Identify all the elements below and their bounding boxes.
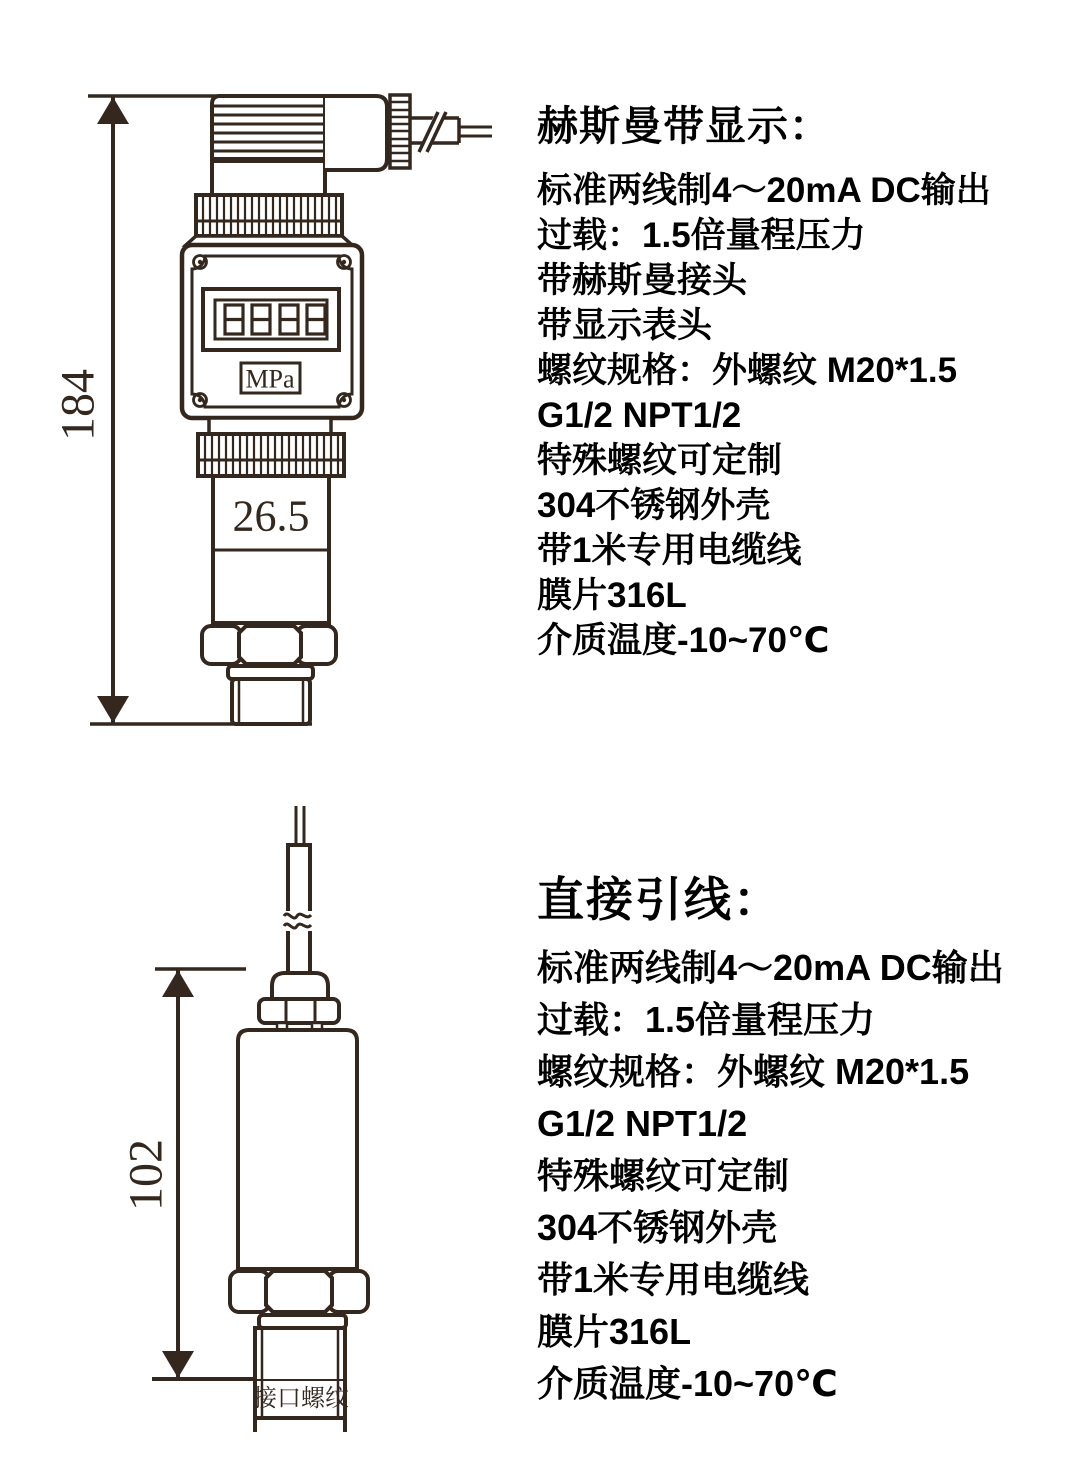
sensor-body xyxy=(238,1030,357,1269)
hirschmann-connector xyxy=(212,95,492,195)
spec-line: 螺纹规格：外螺纹 M20*1.5 xyxy=(537,1051,970,1092)
thread-label: 接口螺纹 xyxy=(253,1386,349,1412)
thread-connection xyxy=(253,1315,349,1432)
spec-line: G1/2 NPT1/2 xyxy=(537,396,742,435)
height-dimension-label: 102 xyxy=(120,1139,173,1211)
display-unit-label: MPa xyxy=(245,364,295,394)
cable-with-break xyxy=(410,111,492,153)
thread-connection xyxy=(228,666,313,724)
spec-line: 标准两线制4～20mA DC输出 xyxy=(537,171,991,210)
digital-display xyxy=(203,289,339,350)
spec-line: 带赫斯曼接头 xyxy=(537,261,748,300)
spec-line: 介质温度-10~70℃ xyxy=(537,621,830,660)
spec-line: 过载：1.5倍量程压力 xyxy=(537,216,866,255)
hex-nut xyxy=(230,1271,368,1312)
spec-line: 螺纹规格：外螺纹 M20*1.5 xyxy=(537,351,958,390)
upper-knurled-ring xyxy=(186,195,352,245)
height-dimension-label: 184 xyxy=(51,369,105,441)
spec-section-bottom xyxy=(537,868,1004,1410)
spec-line: 特殊螺纹可定制 xyxy=(537,441,783,480)
spec-list xyxy=(537,168,991,663)
connector-elbow xyxy=(325,96,387,170)
spec-line: 过载：1.5倍量程压力 xyxy=(537,999,876,1040)
arrow-down-icon xyxy=(162,1351,194,1378)
drawing-direct-lead xyxy=(120,795,380,1440)
section-title: 直接引线： xyxy=(537,873,782,926)
spec-line: G1/2 NPT1/2 xyxy=(537,1103,748,1144)
arrow-up-icon xyxy=(162,970,194,997)
arrow-down-icon xyxy=(97,696,129,723)
section-title: 赫斯曼带显示： xyxy=(537,103,831,149)
display-housing xyxy=(182,245,362,418)
spec-line: 带1米专用电缆线 xyxy=(537,531,802,570)
unit-label-box xyxy=(241,363,300,394)
spec-list xyxy=(537,942,1004,1410)
lower-knurled-ring xyxy=(198,418,344,476)
spec-line: 304不锈钢外壳 xyxy=(537,486,771,525)
hex-nut xyxy=(202,626,336,664)
spec-line: 标准两线制4～20mA DC输出 xyxy=(537,947,1004,988)
gland-ladder-ring xyxy=(390,95,410,168)
spec-line: 膜片316L xyxy=(537,576,687,615)
spec-line: 介质温度-10~70℃ xyxy=(537,1363,838,1404)
spec-line: 带显示表头 xyxy=(537,306,713,345)
transducer-body xyxy=(213,476,329,623)
spec-section-top xyxy=(537,98,991,663)
spec-line: 特殊螺纹可定制 xyxy=(537,1155,790,1196)
arrow-up-icon xyxy=(97,97,129,124)
drawing-hirschmann-display xyxy=(50,85,500,735)
spec-line: 膜片316L xyxy=(537,1311,692,1352)
body-width-label: 26.5 xyxy=(232,491,310,541)
spec-line: 304不锈钢外壳 xyxy=(537,1207,778,1248)
cable-gland xyxy=(259,973,339,1031)
spec-line: 带1米专用电缆线 xyxy=(537,1259,810,1300)
cable-leads xyxy=(284,806,314,972)
